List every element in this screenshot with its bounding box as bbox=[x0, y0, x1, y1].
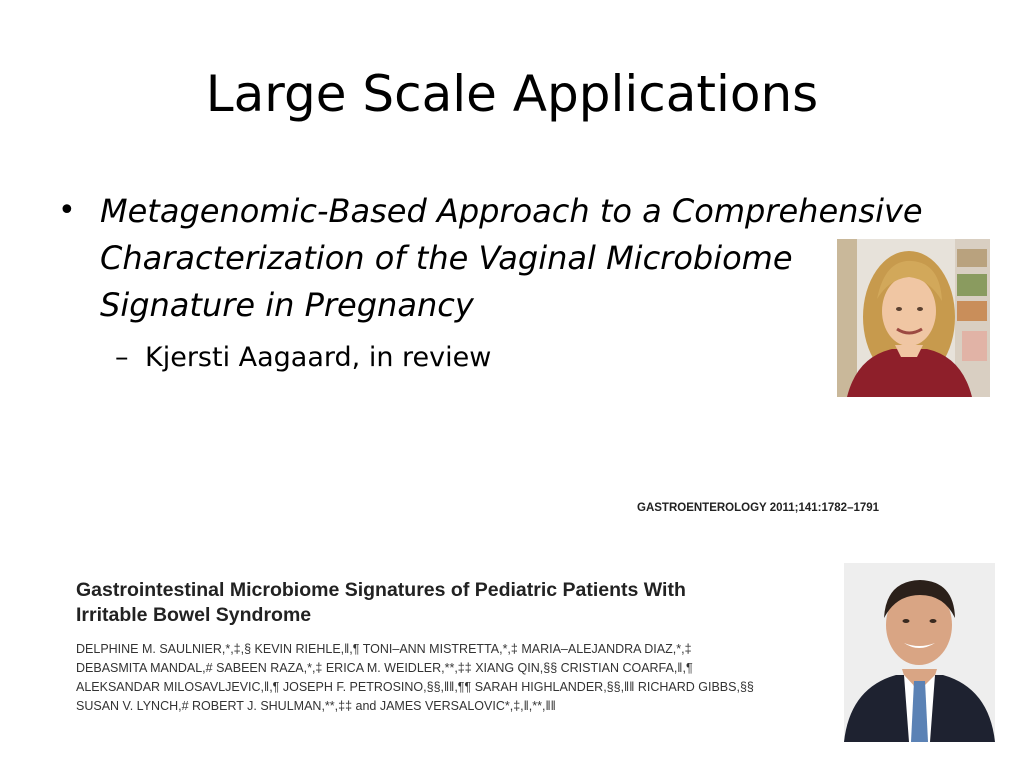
author-photo-man bbox=[844, 563, 995, 742]
bullet-text bbox=[100, 188, 940, 329]
sub-bullet-text: Kjersti Aagaard, in review bbox=[145, 342, 492, 373]
sub-bullet-marker: – bbox=[115, 342, 129, 373]
bullet-line: Metagenomic-Based Approach to a Comprehensive bbox=[100, 192, 923, 230]
paper-authors bbox=[76, 640, 836, 716]
author-photo-woman bbox=[837, 239, 990, 397]
author-line: DELPHINE M. SAULNIER,*,‡,§ KEVIN RIEHLE,‖,¶ TONI–ANN MISTRETTA,*,‡ MARIA–ALEJANDRA DIAZ,*,‡ bbox=[76, 642, 692, 656]
bullet-marker: • bbox=[58, 193, 76, 228]
paper-title-line: Gastrointestinal Microbiome Signatures of Pediatric Patients With bbox=[76, 579, 686, 601]
bullet-line: Signature in Pregnancy bbox=[100, 286, 474, 324]
author-line: SUSAN V. LYNCH,# ROBERT J. SHULMAN,**,‡‡ and JAMES VERSALOVIC*,‡,‖,**,‖‖ bbox=[76, 699, 556, 713]
author-line: DEBASMITA MANDAL,# SABEEN RAZA,*,‡ ERICA M. WEIDLER,**,‡‡ XIANG QIN,§§ CRISTIAN COARFA,‖,¶ bbox=[76, 661, 693, 675]
slide-title: Large Scale Applications bbox=[205, 65, 819, 123]
bullet-line: Characterization of the Vaginal Microbiome bbox=[100, 239, 793, 277]
paper-title-line: Irritable Bowel Syndrome bbox=[76, 604, 312, 626]
author-line: ALEKSANDAR MILOSAVLJEVIC,‖,¶ JOSEPH F. PETROSINO,§§,‖‖,¶¶ SARAH HIGHLANDER,§§,‖‖ RICHARD GIBBS,§§ bbox=[76, 680, 754, 694]
paper-title bbox=[76, 578, 836, 628]
journal-citation: GASTROENTEROLOGY 2011;141:1782–1791 bbox=[637, 502, 880, 514]
